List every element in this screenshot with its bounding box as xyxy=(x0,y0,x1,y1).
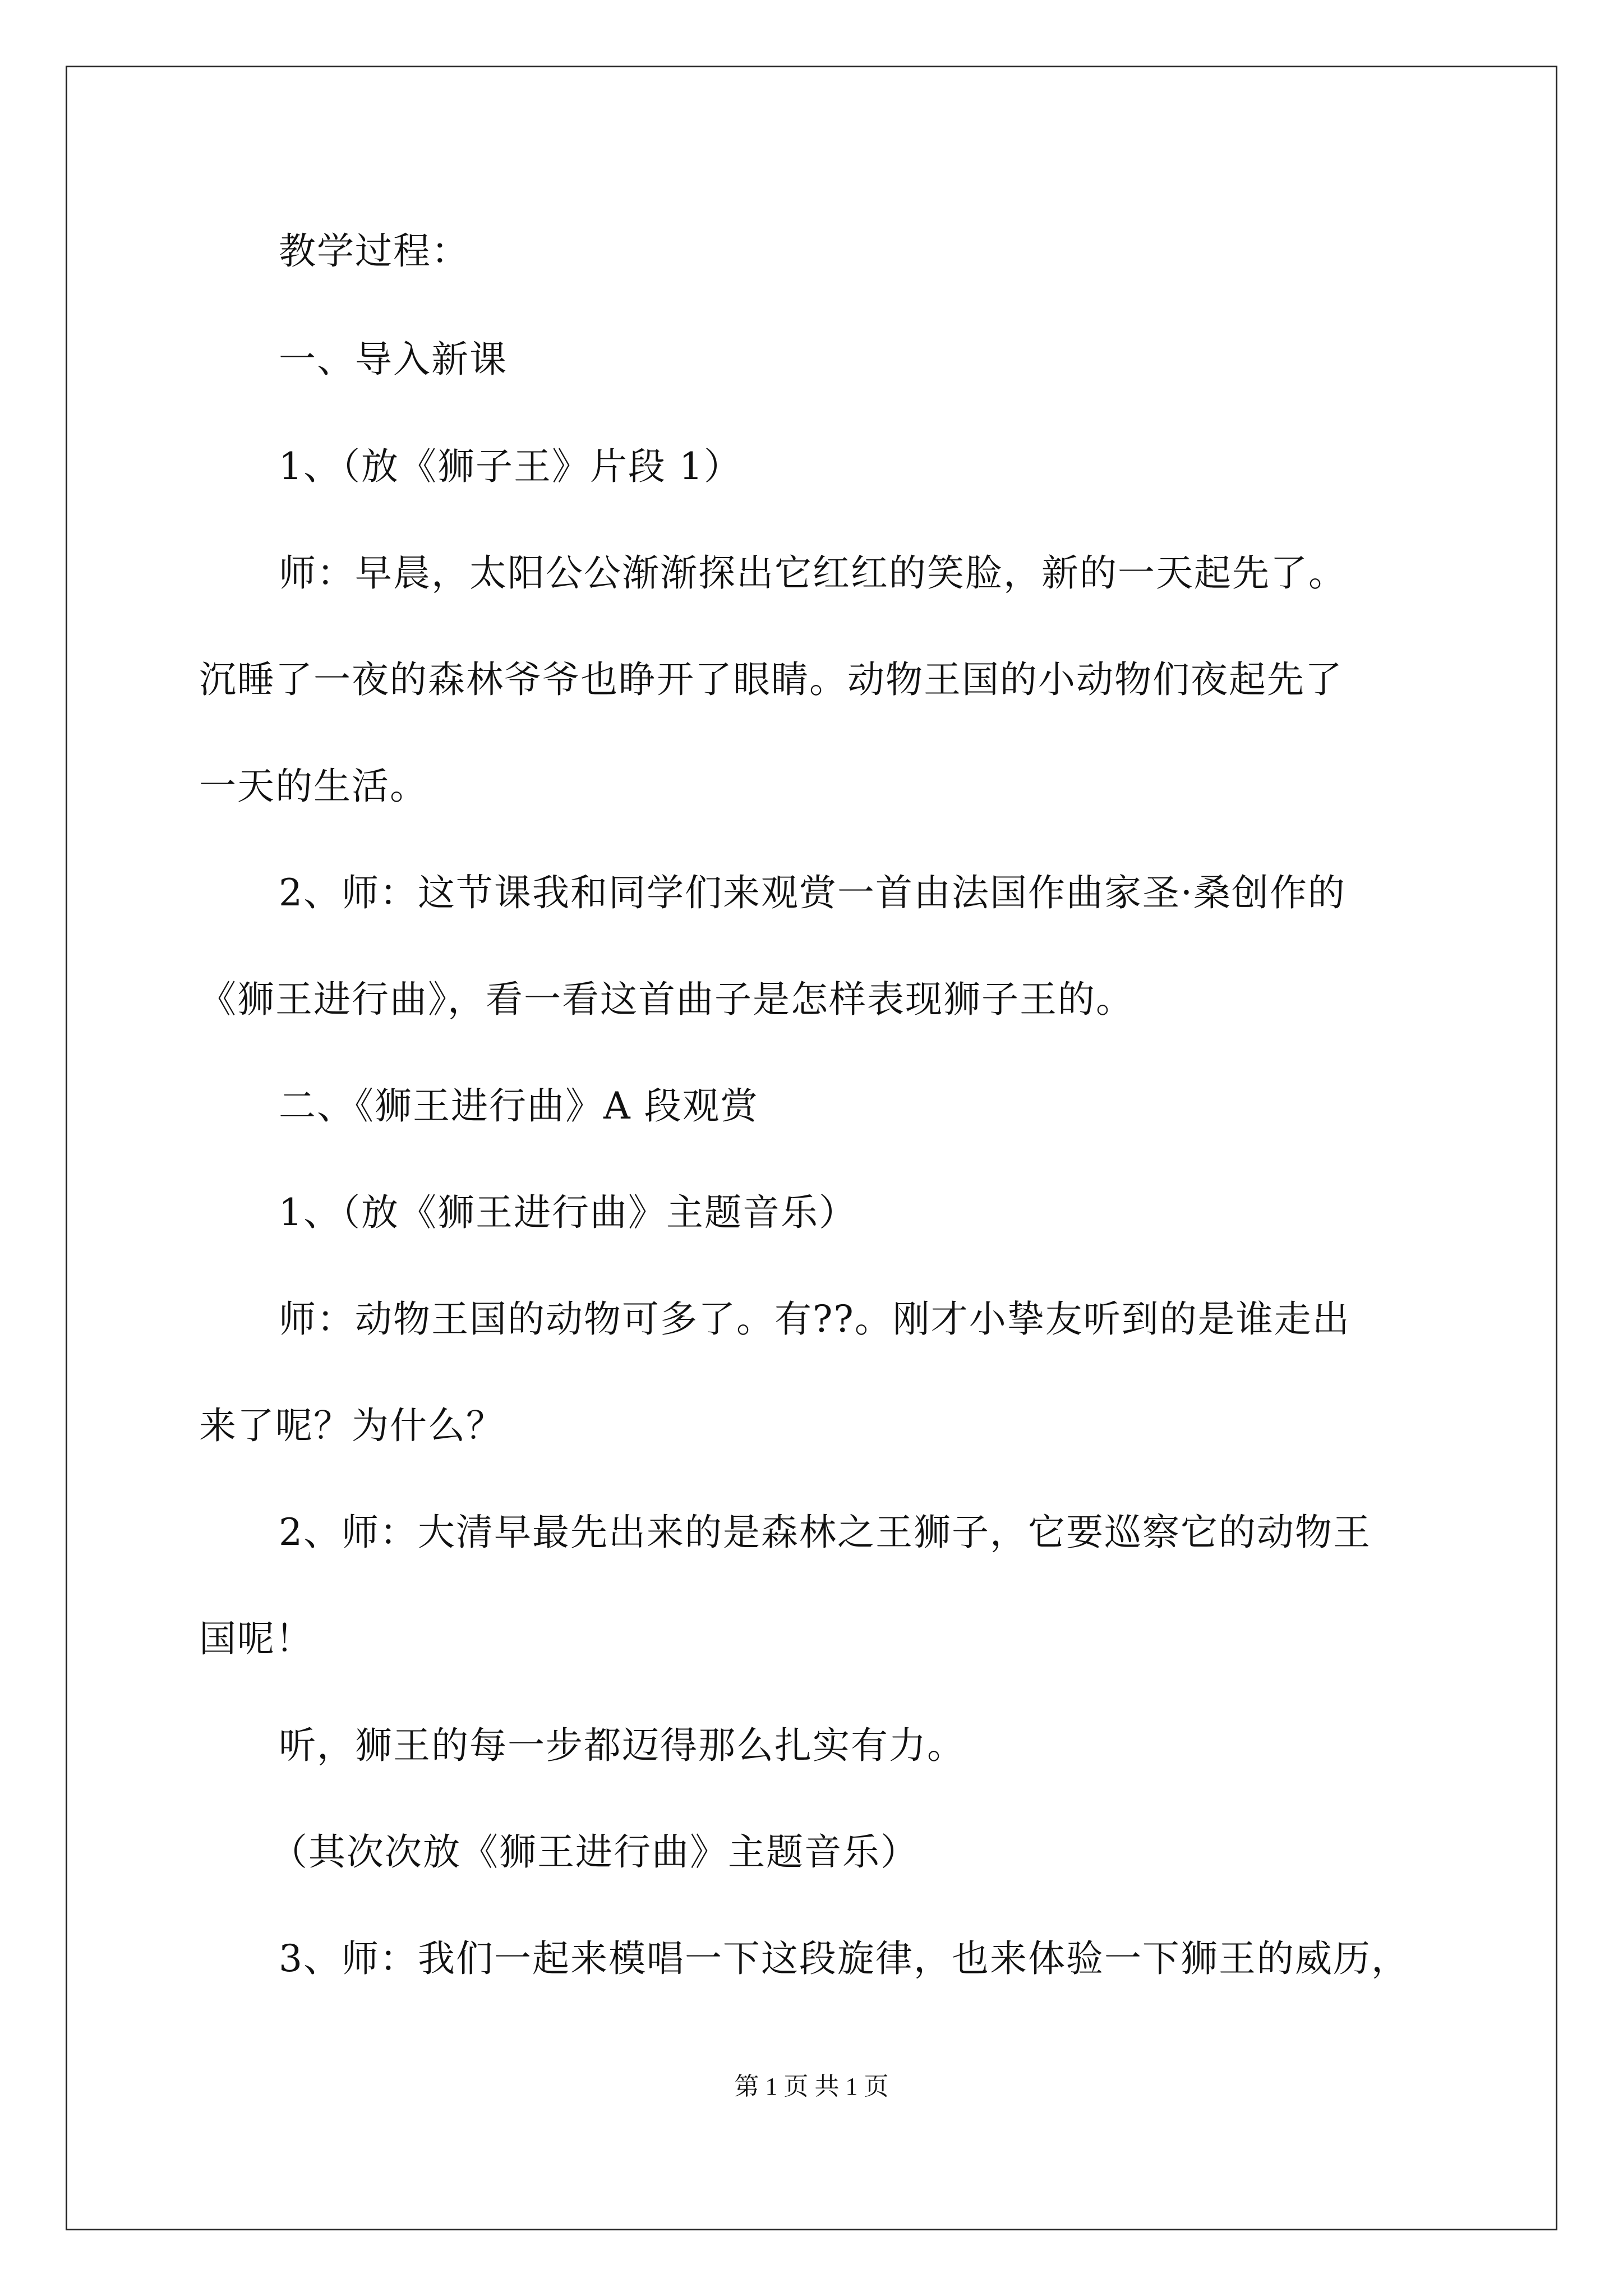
text-line-7: 2、师：这节课我和同学们来观赏一首由法国作曲家圣·桑创作的 xyxy=(279,871,1346,914)
page-border xyxy=(66,66,1557,2230)
text-line-11: 师：动物王国的动物可多了。有??。刚才小挚友听到的是谁走出 xyxy=(279,1297,1350,1341)
text-line-3: 1、（放《狮子王》片段 1） xyxy=(279,445,742,488)
text-line-16: （其次次放《狮王进行曲》主题音乐） xyxy=(270,1830,919,1874)
text-line-9: 二、《狮王进行曲》A 段观赏 xyxy=(279,1084,759,1128)
text-line-17: 3、师：我们一起来模唱一下这段旋律，也来体验一下狮王的威历， xyxy=(279,1937,1409,1980)
text-line-6: 一天的生活。 xyxy=(199,765,428,808)
page-footer: 第 1 页 共 1 页 xyxy=(734,2073,889,2100)
text-line-10: 1、（放《狮王进行曲》主题音乐） xyxy=(279,1191,857,1234)
text-line-2: 一、导入新课 xyxy=(279,338,508,381)
text-line-13: 2、师：大清早最先出来的是森林之王狮子，它要巡察它的动物王 xyxy=(279,1511,1371,1554)
text-line-8: 《狮王进行曲》，看一看这首曲子是怎样表现狮子王的。 xyxy=(199,978,1134,1021)
text-line-15: 听，狮王的每一步都迈得那么扎实有力。 xyxy=(279,1724,965,1767)
text-line-4: 师：早晨，太阳公公渐渐探出它红红的笑脸，新的一天起先了。 xyxy=(279,551,1347,595)
text-line-12: 来了呢？为什么？ xyxy=(199,1404,504,1447)
text-line-5: 沉睡了一夜的森林爷爷也睁开了眼睛。动物王国的小动物们夜起先了 xyxy=(199,658,1343,701)
text-line-1: 教学过程： xyxy=(279,229,469,273)
text-line-14: 国呢！ xyxy=(199,1617,313,1660)
